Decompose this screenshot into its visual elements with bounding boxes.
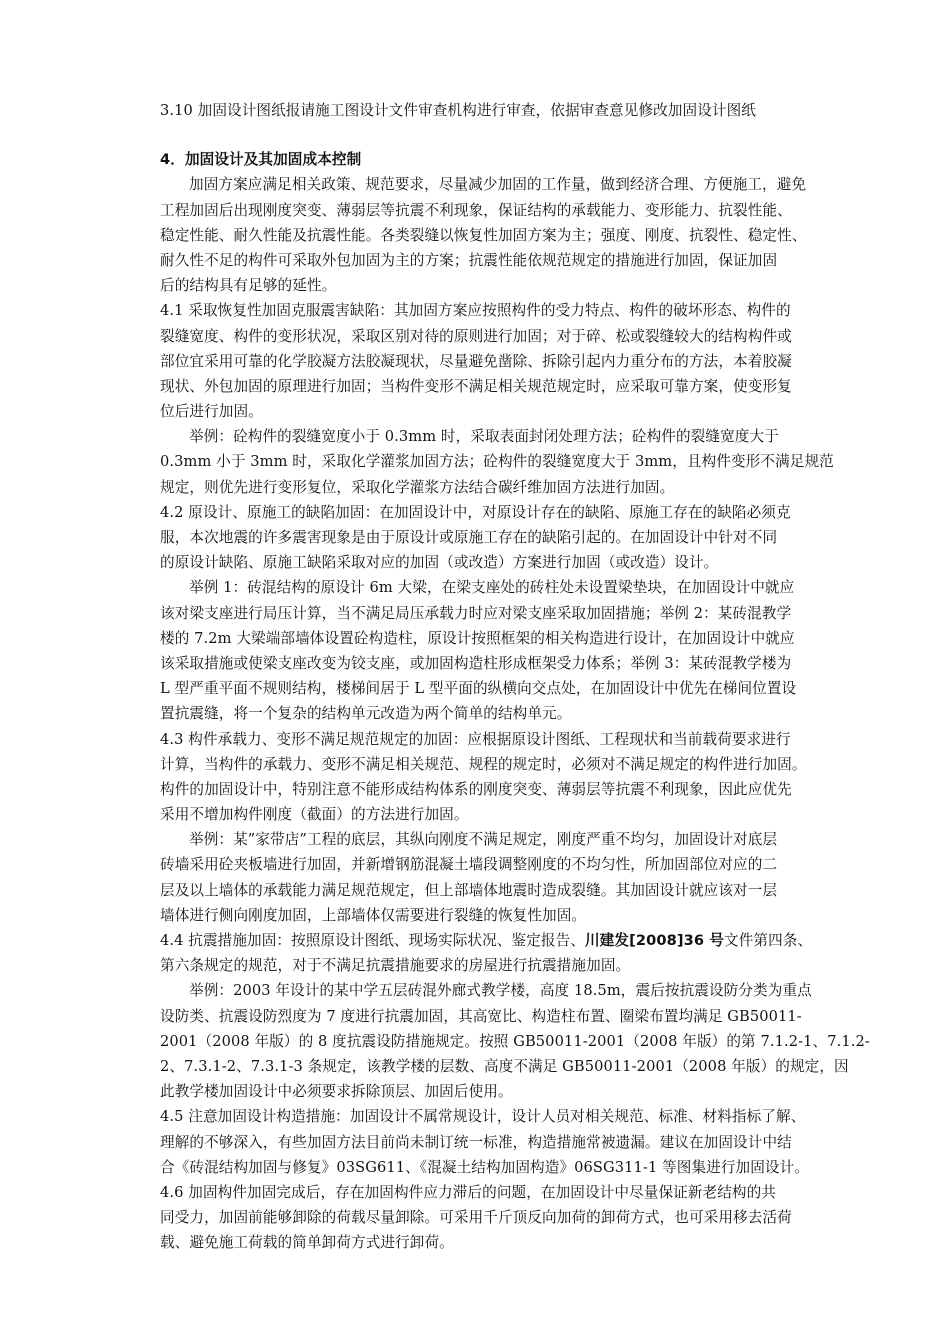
section-4-6-line: 4.6 加固构件加固完成后，存在加固构件应力滞后的问题，在加固设计中尽量保证新老结构的共: [160, 1183, 777, 1201]
intro-line: 加固方案应满足相关政策、规范要求，尽量减少加固的工作量，做到经济合理、方便施工，避免: [189, 176, 807, 194]
section-4-2-line: 的原设计缺陷、原施工缺陷采取对应的加固（或改造）方案进行加固（或改造）设计。: [160, 554, 719, 572]
section-4-3-line: 计算，当构件的承载力、变形不满足相关规范、规程的规定时，必须对不满足规定的构件进行加固。: [160, 755, 807, 773]
section-4-2-example-line: 置抗震缝，将一个复杂的结构单元改造为两个简单的结构单元。: [160, 705, 572, 723]
section-4-2-line: 服，本次地震的许多震害现象是由于原设计或原施工存在的缺陷引起的。在加固设计中针对不同: [160, 529, 778, 546]
section-4-5-line: 4.5 注意加固设计构造措施：加固设计不属常规设计，设计人员对相关规范、标准、材料指标了解、: [160, 1108, 806, 1126]
section-4-4-text: 4.4 抗震措施加固：按照原设计图纸、现场实际状况、鉴定报告、: [160, 932, 585, 949]
section-4-4-example-line: 2001（2008 年版）的 8 度抗震设防措施规定。按照 GB50011-2001（2008 年版）的第 7.1.2-1、7.1.2-: [160, 1032, 870, 1050]
section-4-2-line: 4.2 原设计、原施工的缺陷加固：在加固设计中，对原设计存在的缺陷、原施工存在的缺陷必须克: [160, 503, 791, 521]
intro-line: 稳定性能、耐久性能及抗震性能。各类裂缝以恢复性加固方案为主；强度、刚度、抗裂性、稳定性、: [160, 226, 807, 244]
section-4-1-line: 4.1 采取恢复性加固克服震害缺陷：其加固方案应按照构件的受力特点、构件的破坏形态、构件的: [160, 302, 791, 320]
document-body: [160, 98, 872, 1255]
section-4-4-example-line: 此教学楼加固设计中必须要求拆除顶层、加固后使用。: [160, 1083, 513, 1101]
section-4-4-line: 第六条规定的规范，对于不满足抗震措施要求的房屋进行抗震措施加固。: [160, 957, 631, 975]
section-4-5-line: 理解的不够深入，有些加固方法目前尚未制订统一标准，构造措施常被遗漏。建议在加固设计中结: [160, 1133, 792, 1151]
section-4-1-line: 现状、外包加固的原理进行加固；当构件变形不满足相关规范规定时，应采取可靠方案，使变形复: [160, 377, 792, 395]
section-4-1-example-line: 规定，则优先进行变形复位，采取化学灌浆方法结合碳纤维加固方法进行加固。: [160, 478, 675, 496]
document-reference: 川建发[2008]36 号: [584, 932, 725, 949]
section-4-3-example-line: 举例：某”家带店”工程的底层，其纵向刚度不满足规定，刚度严重不均匀，加固设计对底层: [189, 831, 778, 849]
section-4-1-line: 位后进行加固。: [160, 403, 263, 421]
section-4-1-line: 部位宜采用可靠的化学胶凝方法胶凝现状，尽量避免凿除、拆除引起内力重分布的方法，本着胶凝: [160, 352, 792, 370]
section-4-1-line: 裂缝宽度、构件的变形状况，采取区别对待的原则进行加固；对于碎、松或裂缝较大的结构构件或: [160, 327, 792, 345]
section-4-4-example-line: 2、7.3.1-2、7.3.1-3 条规定，该教学楼的层数、高度不满足 GB50011-2001（2008 年版）的规定，因: [160, 1057, 849, 1075]
section-4-1-example-line: 举例：砼构件的裂缝宽度小于 0.3mm 时，采取表面封闭处理方法；砼构件的裂缝宽度大于: [189, 428, 779, 446]
section-4-3-example-line: 砖墙采用砼夹板墙进行加固，并新增钢筋混凝土墙段调整刚度的不均匀性，所加固部位对应的二: [160, 856, 778, 874]
paragraph-3-10: 3.10 加固设计图纸报请施工图设计文件审查机构进行审查，依据审查意见修改加固设计图纸: [160, 102, 756, 119]
intro-line: 耐久性不足的构件可采取外包加固为主的方案；抗震性能依规范规定的措施进行加固，保证加固: [160, 251, 778, 269]
section-4-1-example-line: 0.3mm 小于 3mm 时，采取化学灌浆加固方法；砼构件的裂缝宽度大于 3mm，且构件变形不满足规范: [160, 453, 834, 471]
section-4-4-example-line: 设防类、抗震设防烈度为 7 度进行抗震加固，其高宽比、构造柱布置、圈梁布置均满足 GB50011-: [160, 1007, 802, 1025]
section-4-3-example-line: 层及以上墙体的承载能力满足规范规定，但上部墙体地震时造成裂缝。其加固设计就应该对一层: [160, 881, 778, 899]
section-4-3-line: 采用不增加构件刚度（截面）的方法进行加固。: [160, 806, 469, 824]
section-4-2-example-line: 该采取措施或使梁支座改变为铰支座，或加固构造柱形成框架受力体系；举例 3：某砖混教学楼为: [160, 654, 792, 672]
section-4-2-example-line: L 型严重平面不规则结构，楼梯间居于 L 型平面的纵横向交点处，在加固设计中优先在梯间位置设: [160, 680, 797, 698]
section-4-2-example-line: 楼的 7.2m 大梁端部墙体设置砼构造柱，原设计按照框架的相关构造进行设计，在加固设计中就应: [160, 629, 795, 647]
section-4-2-example-line: 举例 1：砖混结构的原设计 6m 大梁，在梁支座处的砖柱处未设置梁垫块，在加固设计中就应: [189, 579, 795, 597]
section-4-heading: 4．加固设计及其加固成本控制: [160, 151, 362, 169]
intro-line: 工程加固后出现刚度突变、薄弱层等抗震不利现象，保证结构的承载能力、变形能力、抗裂性能、: [160, 201, 792, 219]
section-4-4-first-line: [160, 928, 872, 953]
section-4-3-example-line: 墙体进行侧向刚度加固，上部墙体仅需要进行裂缝的恢复性加固。: [160, 906, 587, 924]
section-4-6-line: 同受力，加固前能够卸除的荷载尽量卸除。可采用千斤顶反向加荷的卸荷方式，也可采用移去活荷: [160, 1209, 792, 1227]
section-4-6-line: 载、避免施工荷载的简单卸荷方式进行卸荷。: [160, 1234, 454, 1252]
section-4-3-line: 构件的加固设计中，特别注意不能形成结构体系的刚度突变、薄弱层等抗震不利现象，因此应优先: [160, 780, 792, 798]
section-4-5-line: 合《砖混结构加固与修复》03SG611、《混凝土结构加固构造》06SG311-1 等图集进行加固设计。: [160, 1158, 810, 1176]
section-4-3-line: 4.3 构件承载力、变形不满足规范规定的加固：应根据原设计图纸、工程现状和当前载荷要求进行: [160, 730, 791, 748]
section-4-4-example-line: 举例：2003 年设计的某中学五层砖混外廊式教学楼，高度 18.5m，震后按抗震设防分类为重点: [189, 982, 812, 1000]
intro-line: 后的结构具有足够的延性。: [160, 277, 337, 295]
section-4-2-example-line: 该对梁支座进行局压计算，当不满足局压承载力时应对梁支座采取加固措施；举例 2：某砖混教学: [160, 604, 792, 622]
section-4-4-text: 文件第四条、: [724, 932, 813, 949]
